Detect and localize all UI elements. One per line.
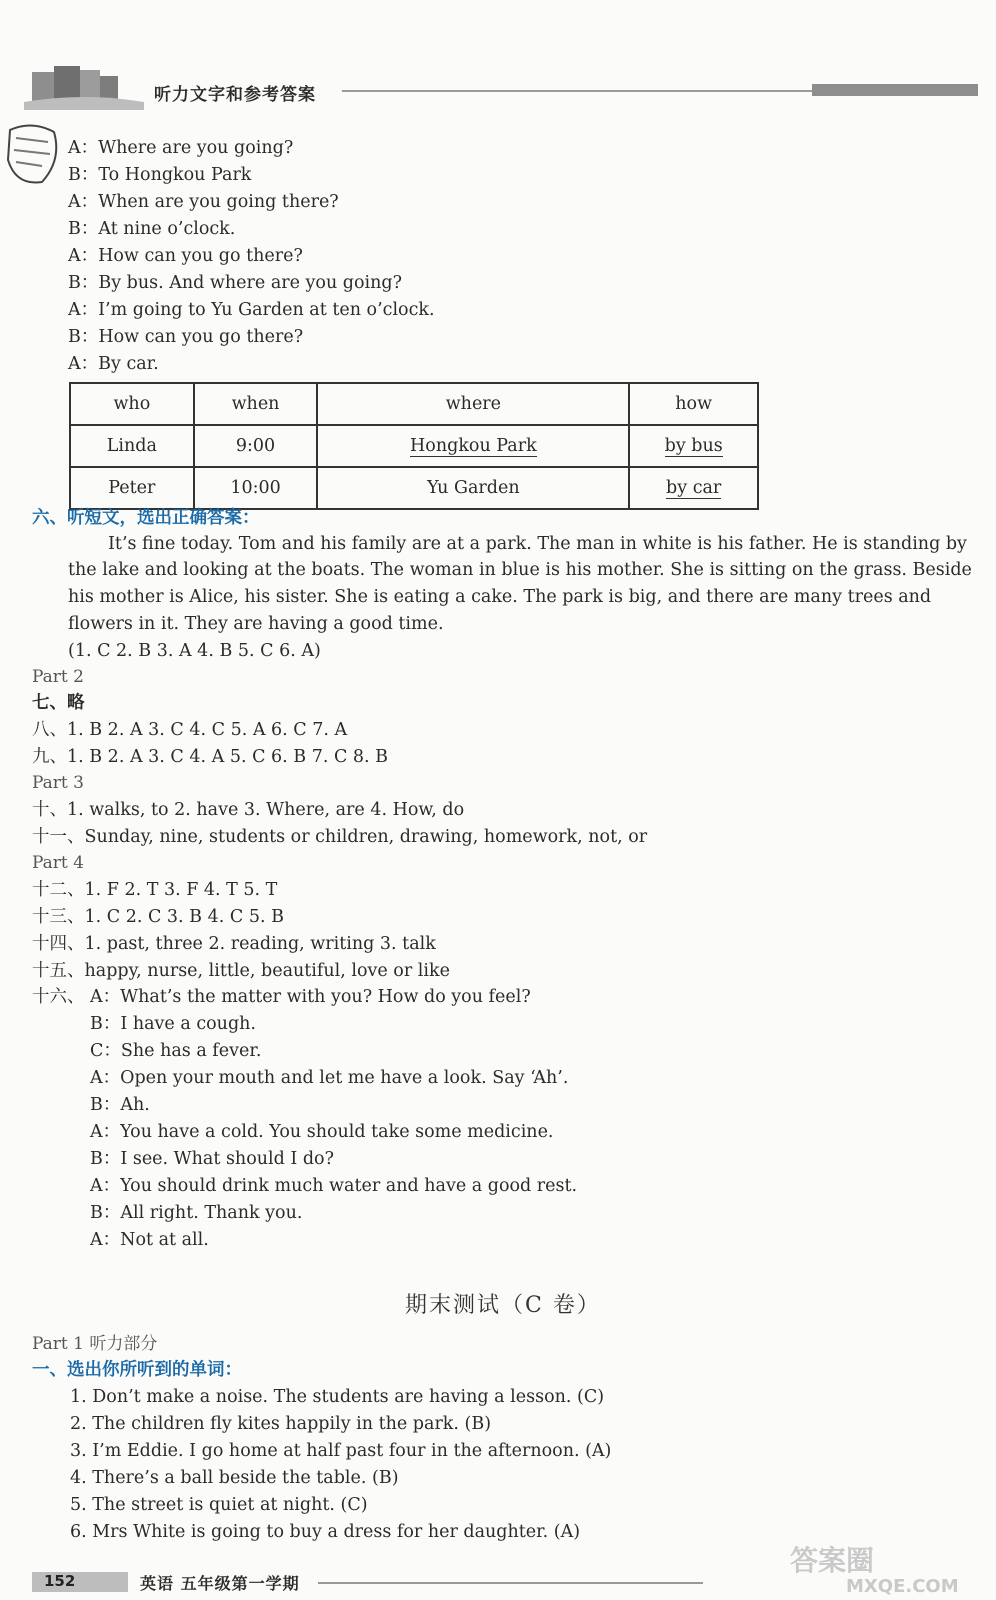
footer-rule (318, 1582, 703, 1584)
dialogue-line: A：Not at all. (90, 1230, 209, 1250)
part-label: Part 4 (32, 853, 84, 873)
stamp-icon (2, 120, 64, 190)
dialogue-line: B：How can you go there? (68, 327, 304, 347)
dialogue-line: B：I have a cough. (90, 1014, 256, 1034)
table-row (70, 467, 758, 509)
exam-item: 5. The street is quiet at night. (C) (70, 1495, 368, 1515)
exam-title: 期末测试（C 卷） (405, 1293, 601, 1318)
dialogue-line: A：By car. (68, 354, 159, 374)
answer-line: 十、1. walks, to 2. have 3. Where, are 4. How, do (32, 800, 465, 820)
dialogue-line: A：I’m going to Yu Garden at ten o’clock. (68, 300, 435, 320)
dialogue-line: B：All right. Thank you. (90, 1203, 303, 1223)
dialogue-line: A：You should drink much water and have a good rest. (90, 1176, 578, 1196)
answer-table (69, 382, 759, 510)
table-cell: Yu Garden (317, 467, 629, 509)
exam-item: 2. The children fly kites happily in the park. (B) (70, 1414, 492, 1434)
paragraph-line: flowers in it. They are having a good time. (68, 614, 444, 634)
answer-line: 十四、1. past, three 2. reading, writing 3. talk (32, 934, 436, 954)
paragraph-line: the lake and looking at the boats. The woman in blue is his mother. She is sitting on the grass. Beside (68, 560, 972, 580)
dialogue-line: A：You have a cold. You should take some medicine. (90, 1122, 554, 1142)
section-heading: 六、听短文，选出正确答案： (32, 508, 260, 528)
table-cell: Linda (70, 425, 194, 467)
table-row (70, 425, 758, 467)
table-header-cell: who (70, 383, 194, 425)
exam-item: 1. Don’t make a noise. The students are having a lesson. (C) (70, 1387, 605, 1407)
watermark-url: MXQE.COM (846, 1576, 959, 1596)
part-label: Part 2 (32, 667, 84, 687)
header-bar (812, 84, 978, 96)
paragraph-line: his mother is Alice, his sister. She is eating a cake. The park is big, and there are many trees and (68, 587, 932, 607)
header-rule (342, 90, 812, 92)
dialogue-line: A：Where are you going? (68, 138, 294, 158)
exam-item: 6. Mrs White is going to buy a dress for her daughter. (A) (70, 1522, 581, 1542)
exam-item: 3. I’m Eddie. I go home at half past four in the afternoon. (A) (70, 1441, 612, 1461)
dialogue-line: A：When are you going there? (68, 192, 339, 212)
books-logo-icon (24, 62, 144, 114)
dialogue-line: C：She has a fever. (90, 1041, 262, 1061)
watermark-logo-icon (786, 1540, 978, 1596)
paragraph-line: It’s fine today. Tom and his family are at a park. The man in white is his father. He is standing by (108, 534, 967, 554)
dialogue-line: A：Open your mouth and let me have a look. Say ‘Ah’. (90, 1068, 569, 1088)
table-header-row (70, 383, 758, 425)
table-cell (629, 467, 758, 509)
part-label: Part 1 听力部分 (32, 1334, 158, 1354)
answer-line: 十二、1. F 2. T 3. F 4. T 5. T (32, 880, 278, 900)
dialogue-line: A：How can you go there? (68, 246, 303, 266)
watermark-text: 答案圈 (790, 1544, 875, 1577)
table-cell: Peter (70, 467, 194, 509)
answer-underlined: by car (666, 478, 722, 498)
table-header-cell: how (629, 383, 758, 425)
dialogue-line: B：To Hongkou Park (68, 165, 252, 185)
exam-item: 4. There’s a ball beside the table. (B) (70, 1468, 399, 1488)
answer-underlined: by bus (664, 436, 723, 456)
section-heading: 一、选出你所听到的单词： (32, 1360, 242, 1380)
section-prefix: 十六、 (32, 987, 85, 1007)
part-label: Part 3 (32, 773, 84, 793)
header-title: 听力文字和参考答案 (154, 85, 316, 105)
answer-line: 八、1. B 2. A 3. C 4. C 5. A 6. C 7. A (32, 720, 348, 740)
answer-line: 七、略 (32, 693, 85, 713)
dialogue-line: B：Ah. (90, 1095, 150, 1115)
footer-subject: 英语 五年级第一学期 (140, 1574, 300, 1593)
table-header-cell: where (317, 383, 629, 425)
dialogue-line: A：What’s the matter with you? How do you feel? (90, 987, 531, 1007)
dialogue-line: B：At nine o’clock. (68, 219, 236, 239)
dialogue-line: B：By bus. And where are you going? (68, 273, 402, 293)
table-cell: 9:00 (194, 425, 318, 467)
table-header-cell: when (194, 383, 318, 425)
table-cell: 10:00 (194, 467, 318, 509)
table-cell (317, 425, 629, 467)
answer-line: (1. C 2. B 3. A 4. B 5. C 6. A) (68, 641, 321, 661)
table-cell (629, 425, 758, 467)
answer-underlined: Hongkou Park (410, 436, 537, 456)
answer-line: 九、1. B 2. A 3. C 4. A 5. C 6. B 7. C 8. B (32, 747, 389, 767)
answer-line: 十五、happy, nurse, little, beautiful, love or like (32, 961, 450, 981)
page-number: 152 (44, 1572, 76, 1590)
answer-line: 十一、Sunday, nine, students or children, drawing, homework, not, or (32, 827, 648, 847)
answer-line: 十三、1. C 2. C 3. B 4. C 5. B (32, 907, 284, 927)
dialogue-line: B：I see. What should I do? (90, 1149, 334, 1169)
